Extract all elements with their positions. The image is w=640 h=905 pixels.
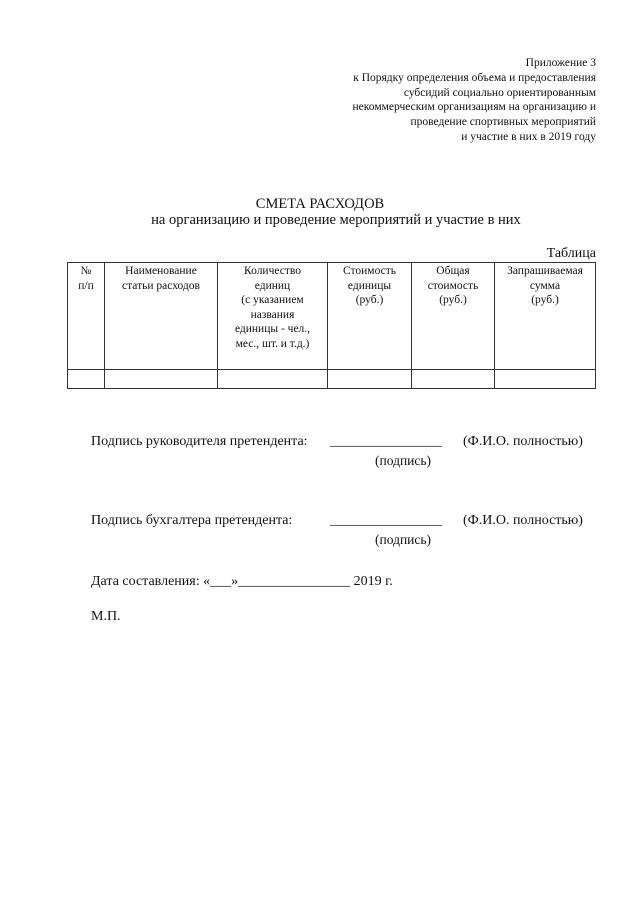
accountant-signature-label: Подпись бухгалтера претендента: <box>91 513 293 528</box>
appendix-line: субсидий социально ориентированным <box>403 86 596 99</box>
empty-cell <box>495 370 596 389</box>
header-cell: Общая стоимость (руб.) <box>412 263 495 370</box>
appendix-note <box>276 56 596 145</box>
appendix-line: Приложение 3 <box>525 57 596 69</box>
accountant-signature-caption: (подпись) <box>375 532 432 547</box>
document-subtitle: на организацию и проведение мероприятий и участие в них <box>151 212 521 228</box>
head-signature-label: Подпись руководителя претендента: <box>91 434 308 449</box>
empty-cell <box>105 370 218 389</box>
head-signature-caption: (подпись) <box>375 453 432 468</box>
header-cell: Количество единиц (с указанием названия единицы - чел., мес., шт. и т.д.) <box>218 263 328 370</box>
appendix-line: некоммерческим организациям на организацию и <box>352 101 596 114</box>
accountant-signature-line: ________________ <box>330 513 442 528</box>
head-signature-line: ________________ <box>330 434 442 449</box>
table-caption: Таблица <box>546 246 596 261</box>
document-title: СМЕТА РАСХОДОВ <box>255 196 385 212</box>
header-cell: Наименование статьи расходов <box>105 263 218 370</box>
head-fio-label: (Ф.И.О. полностью) <box>463 434 583 449</box>
appendix-line: к Порядку определения объема и предоставления <box>353 71 596 84</box>
empty-cell <box>328 370 412 389</box>
header-cell: № п/п <box>68 263 105 370</box>
empty-cell <box>412 370 495 389</box>
table-row <box>68 370 596 389</box>
estimate-table <box>67 262 596 389</box>
seal-placeholder: М.П. <box>91 609 121 624</box>
header-cell: Запрашиваемая сумма (руб.) <box>495 263 596 370</box>
table-header-row <box>68 263 596 370</box>
empty-cell <box>68 370 105 389</box>
date-line: Дата составления: «___»________________ 2019 г. <box>91 574 393 589</box>
header-cell: Стоимость единицы (руб.) <box>328 263 412 370</box>
appendix-line: проведение спортивных мероприятий <box>410 116 596 129</box>
empty-cell <box>218 370 328 389</box>
accountant-fio-label: (Ф.И.О. полностью) <box>463 513 583 528</box>
appendix-line: и участие в них в 2019 году <box>461 130 596 143</box>
